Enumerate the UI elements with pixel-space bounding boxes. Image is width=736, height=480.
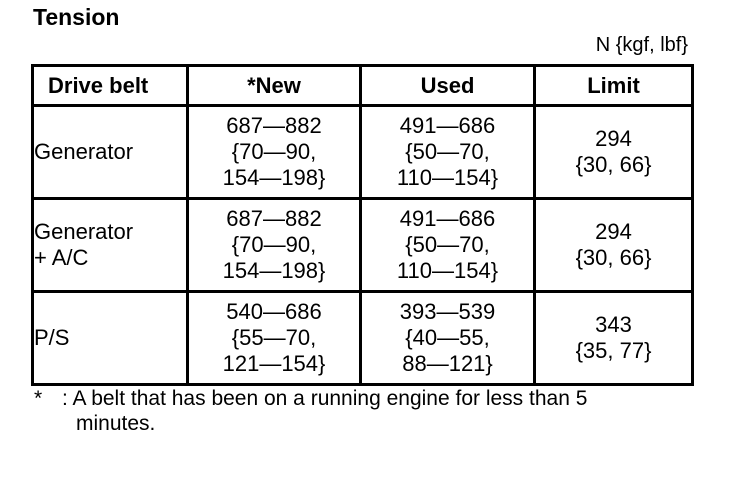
value-line: {55—70,	[231, 325, 317, 350]
cell-new	[188, 106, 361, 199]
belt-line: + A/C	[34, 245, 89, 270]
value-line: 154—198}	[222, 258, 326, 283]
value-line: 540—686	[226, 299, 322, 324]
value-line: {50—70,	[405, 139, 490, 164]
value-line: 110—154}	[396, 165, 499, 190]
value-line: 343	[595, 312, 632, 337]
header-used: Used	[361, 66, 535, 106]
header-drive-belt: Drive belt	[33, 66, 188, 106]
belt-line: Generator	[34, 139, 134, 164]
table-row	[33, 292, 693, 385]
header-limit: Limit	[535, 66, 693, 106]
cell-used	[361, 292, 535, 385]
footnote-line: minutes.	[76, 412, 156, 435]
value-line: 687—882	[226, 206, 322, 231]
value-line: 491—686	[399, 206, 496, 231]
value-line: 294	[595, 126, 632, 151]
value-line: 154—198}	[222, 165, 326, 190]
cell-drive-belt	[33, 199, 188, 292]
cell-limit	[535, 199, 693, 292]
belt-line: P/S	[34, 325, 70, 350]
table-row	[33, 106, 693, 199]
tension-table	[31, 64, 694, 386]
table-row	[33, 199, 693, 292]
value-line: {70—90,	[231, 139, 317, 164]
footnote-text	[62, 386, 702, 436]
value-line: 121—154}	[222, 351, 326, 376]
value-line: 294	[595, 219, 632, 244]
value-line: {50—70,	[405, 232, 490, 257]
footnote-line: : A belt that has been on a running engine for less than 5	[62, 387, 588, 410]
value-line: {30, 66}	[575, 245, 652, 270]
value-line: 393—539	[399, 299, 496, 324]
value-line: {70—90,	[231, 232, 317, 257]
value-line: 88—121}	[402, 351, 493, 376]
cell-limit	[535, 106, 693, 199]
cell-used	[361, 106, 535, 199]
header-new: *New	[188, 66, 361, 106]
cell-drive-belt	[33, 292, 188, 385]
units-label: N {kgf, lbf}	[595, 34, 688, 56]
value-line: {35, 77}	[575, 338, 652, 363]
value-line: 491—686	[399, 113, 496, 138]
value-line: {40—55,	[405, 325, 490, 350]
cell-drive-belt	[33, 106, 188, 199]
cell-used	[361, 199, 535, 292]
value-line: 687—882	[226, 113, 322, 138]
cell-new	[188, 292, 361, 385]
table-header-row	[33, 66, 693, 106]
value-line: {30, 66}	[575, 152, 652, 177]
footnote-mark: *	[34, 387, 43, 410]
page-title: Tension	[33, 4, 120, 30]
belt-line: Generator	[34, 219, 134, 244]
value-line: 110—154}	[396, 258, 499, 283]
cell-limit	[535, 292, 693, 385]
cell-new	[188, 199, 361, 292]
